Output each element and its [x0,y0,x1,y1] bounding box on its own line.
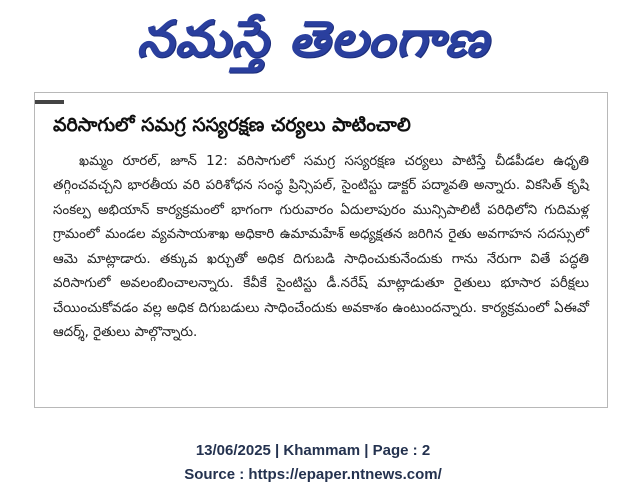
article-clipping [34,92,608,408]
article-headline: వరిసాగులో సమగ్ర సస్యరక్షణ చర్యలు పాటించాలి [53,114,411,136]
footer-date-edition-page: 13/06/2025 | Khammam | Page : 2 [195,442,431,459]
masthead [0,6,626,84]
newspaper-title: నమస్తే తెలంగాణ [136,9,490,68]
footer-source: Source : https://epaper.ntnews.com/ [184,466,442,483]
article-body: ఖమ్మం రూరల్, జూన్ 12: వరిసాగులో సమగ్ర సస్యరక్షణ చర్యలు పాటిస్తే చీడపీడల ఉధృతి తగ్గించవచ్చని భారతీయ వరి పరిశోధన సంస్థ ప్రిన్సిపల్, సైంటిస్టు డాక్టర్ పద్మావతి అన్నారు. వికసిత్ కృషి సంకల్ప అభియాన్ కార్యక్రమంలో భాగంగా గురువారం ఏదులాపురం మున్సిపాలిటీ పరిధిలోని గుదిమళ్ల గ్రామంలో మండల వ్యవసాయశాఖ అధికారి ఉమామహేశ్ అధ్యక్షతన జరిగిన రైతు అవగాహన సదస్సులో ఆమె మాట్లాడారు. తక్కువ ఖర్చుతో అధిక దిగుబడి సాధించుకునేందుకు గాను నేరుగా వితే పద్ధతి వరిసాగులో అవలంబించాలన్నారు. కేవీకే సైంటిస్టు డీ.నరేష్ మాట్లాడుతూ రైతులు భూసార పరీక్షలు చేయించుకోవడం వల్ల అధిక దిగుబడులు సాధించేందుకు అవకాశం ఉంటుందన్నారు. కార్యక్రమంలో ఏఈవో ఆదర్శ్, రైతులు పాల్గొన్నారు. [53,153,589,341]
